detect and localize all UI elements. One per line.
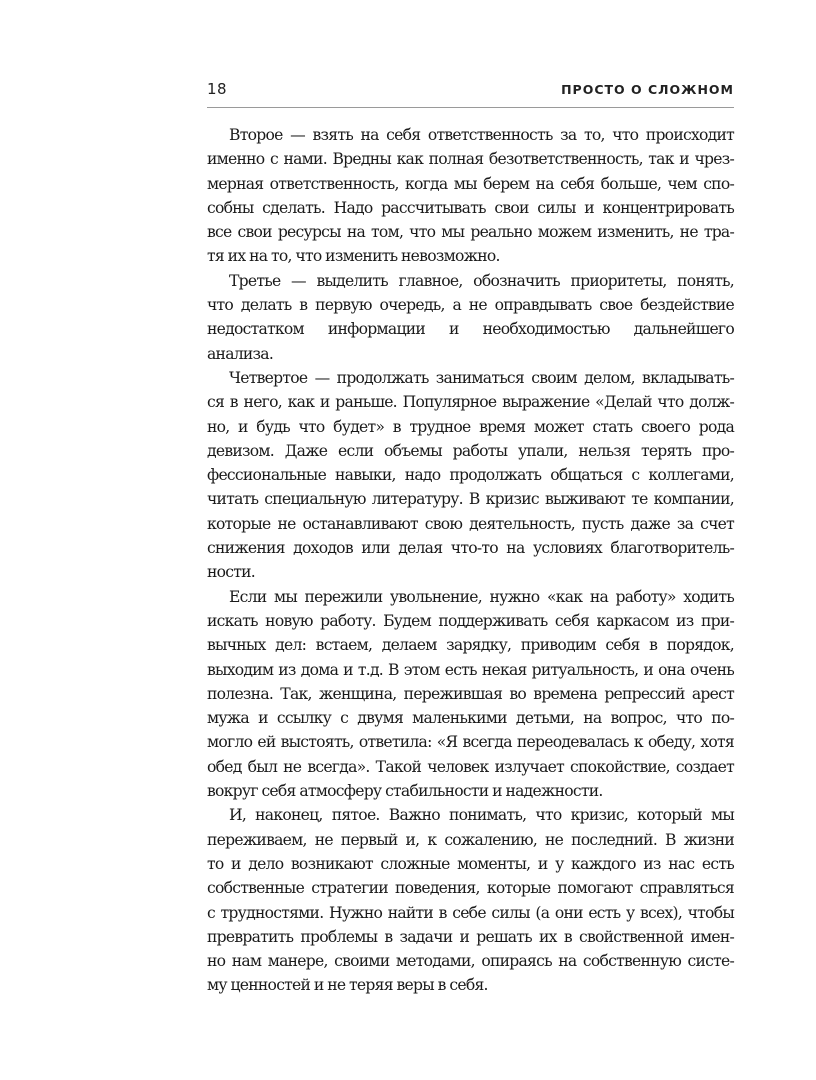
running-title: ПРОСТО О СЛОЖНОМ bbox=[561, 82, 734, 97]
text-line: ности. bbox=[207, 563, 255, 582]
text-line: Третье — выделить главное, обозначить приоритеты, понять, bbox=[229, 271, 734, 290]
text-line: мужа и ссылку с двумя маленькими детьми, на вопрос, что по- bbox=[207, 709, 734, 728]
paragraph-5 bbox=[207, 803, 734, 997]
text-line: которые не останавливают свою деятельность, пусть даже за счет bbox=[207, 514, 734, 533]
text-line: му ценностей и не теряя веры в себя. bbox=[207, 976, 488, 995]
text-line: могло ей выстоять, ответила: «Я всегда переодевалась к обеду, хотя bbox=[207, 733, 734, 752]
text-line: вокруг себя атмосферу стабильности и надежности. bbox=[207, 782, 603, 801]
text-line: с трудностями. Нужно найти в себе силы (а они есть у всех), чтобы bbox=[207, 903, 734, 922]
text-line: Второе — взять на себя ответственность за то, что происходит bbox=[229, 126, 734, 144]
text-line: недостатком информации и необходимостью дальнейшего bbox=[207, 320, 734, 339]
text-line: полезна. Так, женщина, пережившая во времена репрессий арест bbox=[207, 684, 734, 703]
text-line: ся в него, как и раньше. Популярное выражение «Делай что долж- bbox=[207, 393, 734, 412]
text-line: вычных дел: встаем, делаем зарядку, приводим себя в порядок, bbox=[207, 636, 734, 655]
paragraph-4 bbox=[207, 585, 734, 804]
text-line: собны сделать. Надо рассчитывать свои силы и концентрировать bbox=[207, 198, 734, 217]
text-line: переживаем, не первый и, к сожалению, не последний. В жизни bbox=[207, 830, 734, 849]
text-line: анализа. bbox=[207, 344, 274, 363]
text-line: читать специальную литературу. В кризис выживают те компании, bbox=[207, 490, 734, 509]
text-line: мерная ответственность, когда мы берем на себя больше, чем спо- bbox=[207, 174, 734, 193]
running-header bbox=[207, 80, 734, 110]
text-line: но, и будь что будет» в трудное время может стать своего рода bbox=[207, 417, 734, 436]
text-line: именно с нами. Вредны как полная безответственность, так и чрез- bbox=[207, 150, 734, 169]
text-line: И, наконец, пятое. Важно понимать, что кризис, который мы bbox=[229, 806, 734, 825]
text-line: превратить проблемы в задачи и решать их в свойственной имен- bbox=[207, 927, 734, 946]
text-line: снижения доходов или делая что-то на условиях благотворитель- bbox=[207, 539, 734, 558]
page-number: 18 bbox=[207, 80, 228, 98]
body-text bbox=[207, 123, 734, 998]
text-line: девизом. Даже если объемы работы упали, нельзя терять про- bbox=[207, 441, 734, 460]
paragraph-1 bbox=[207, 123, 734, 269]
text-line: Четвертое — продолжать заниматься своим делом, вкладывать- bbox=[229, 368, 734, 387]
text-line: тя их на то, что изменить невозможно. bbox=[207, 247, 500, 266]
paragraph-2 bbox=[207, 269, 734, 366]
text-line: обед был не всегда». Такой человек излучает спокойствие, создает bbox=[207, 757, 734, 776]
text-line: собственные стратегии поведения, которые помогают справляться bbox=[207, 879, 734, 898]
text-line: то и дело возникают сложные моменты, и у каждого из нас есть bbox=[207, 854, 734, 873]
text-line: Если мы пережили увольнение, нужно «как на работу» ходить bbox=[229, 587, 734, 606]
header-divider bbox=[207, 107, 734, 108]
text-line: что делать в первую очередь, а не оправдывать свое бездействие bbox=[207, 296, 734, 315]
text-line: фессиональные навыки, надо продолжать общаться с коллегами, bbox=[207, 466, 734, 485]
paragraph-3 bbox=[207, 366, 734, 585]
text-line: но нам манере, своими методами, опираясь на собственную систе- bbox=[207, 952, 734, 971]
text-line: искать новую работу. Будем поддерживать себя каркасом из при- bbox=[207, 611, 734, 630]
text-line: все свои ресурсы на том, что мы реально можем изменить, не тра- bbox=[207, 223, 734, 242]
text-line: выходим из дома и т.д. В этом есть некая ритуальность, и она очень bbox=[207, 660, 734, 679]
